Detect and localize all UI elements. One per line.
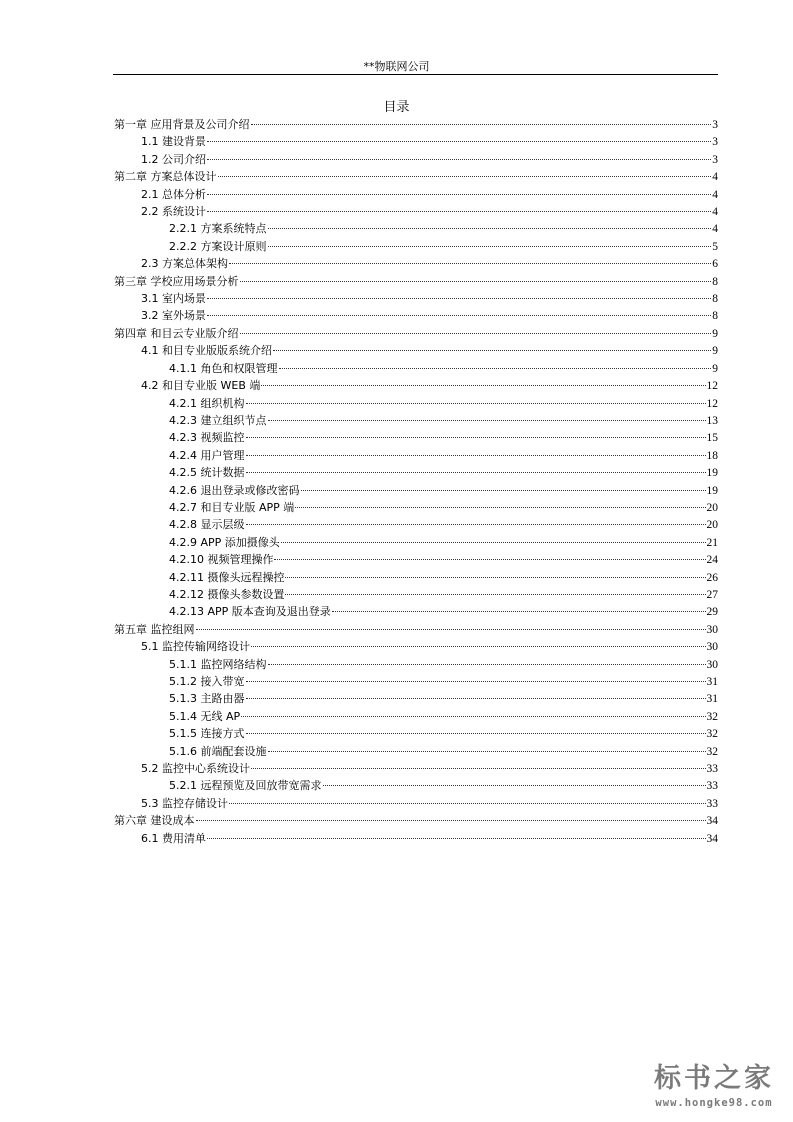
toc-entry-title: 5.3 监控存储设计: [141, 796, 228, 810]
toc-dot-leader: [295, 507, 705, 508]
toc-entry[interactable]: [114, 360, 718, 377]
toc-entry-page: 8: [712, 310, 718, 323]
toc-dot-leader: [261, 385, 705, 386]
toc-entry-page: 4: [712, 188, 718, 201]
watermark-url: www.hongke98.com: [655, 1097, 773, 1109]
toc-entry-title: 第三章 学校应用场景分析: [114, 274, 239, 288]
toc-entry[interactable]: [114, 447, 718, 464]
toc-entry-title: 4.2.4 用户管理: [169, 448, 245, 462]
toc-entry[interactable]: [114, 812, 718, 829]
toc-entry-page: 32: [706, 745, 718, 758]
toc-dot-leader: [268, 751, 706, 752]
toc-dot-leader: [268, 664, 706, 665]
toc-entry-page: 12: [706, 397, 718, 410]
toc-dot-leader: [268, 246, 712, 247]
toc-entry-title: 5.2 监控中心系统设计: [141, 762, 250, 776]
toc-entry-page: 31: [706, 693, 718, 706]
toc-dot-leader: [268, 420, 706, 421]
toc-dot-leader: [279, 368, 712, 369]
toc-entry-page: 3: [712, 153, 718, 166]
toc-entry-title: 5.1.4 无线 AP: [169, 709, 241, 723]
toc-entry-page: 9: [712, 362, 718, 375]
toc-entry[interactable]: [114, 133, 718, 150]
toc-entry[interactable]: [114, 377, 718, 394]
watermark-brand: 标书之家: [654, 1063, 774, 1094]
toc-entry-page: 6: [712, 258, 718, 271]
toc-entry[interactable]: [114, 777, 718, 794]
toc-entry[interactable]: [114, 325, 718, 342]
toc-entry-page: 19: [706, 467, 718, 480]
toc-entry-title: 4.1 和目专业版版系统介绍: [141, 344, 272, 358]
toc-entry-title: 第一章 应用背景及公司介绍: [114, 118, 250, 131]
toc-entry[interactable]: [114, 203, 718, 220]
toc-dot-leader: [240, 333, 712, 334]
toc-entry[interactable]: [114, 238, 718, 255]
toc-entry-title: 第五章 监控组网: [114, 622, 195, 636]
toc-entry-page: 30: [706, 658, 718, 671]
toc-entry-page: 15: [706, 432, 718, 445]
toc-entry[interactable]: [114, 395, 718, 412]
toc-entry[interactable]: [114, 482, 718, 499]
toc-dot-leader: [246, 455, 706, 456]
toc-entry[interactable]: [114, 534, 718, 551]
toc-entry[interactable]: [114, 290, 718, 307]
toc-entry-page: 8: [712, 293, 718, 306]
toc-dot-leader: [196, 820, 706, 821]
toc-entry-page: 32: [706, 728, 718, 741]
toc-entry-title: 4.2.13 APP 版本查询及退出登录: [169, 605, 331, 619]
toc-dot-leader: [251, 124, 712, 125]
toc-entry-title: 4.2.5 统计数据: [169, 466, 245, 480]
toc-entry-page: 27: [706, 588, 718, 601]
toc-entry-page: 30: [706, 623, 718, 636]
toc-entry-page: 33: [706, 797, 718, 810]
toc-entry-page: 29: [706, 606, 718, 619]
toc-entry-title: 6.1 费用清单: [141, 831, 206, 845]
header-divider: [113, 74, 718, 75]
toc-entry-title: 5.1.3 主路由器: [169, 692, 245, 706]
toc-entry-page: 13: [706, 414, 718, 427]
toc-dot-leader: [207, 194, 711, 195]
toc-entry-page: 20: [706, 519, 718, 532]
toc-dot-leader: [323, 785, 706, 786]
toc-entry[interactable]: [114, 725, 718, 742]
toc-entry-page: 9: [712, 345, 718, 358]
toc-entry[interactable]: [114, 586, 718, 603]
toc-entry-page: 21: [706, 536, 718, 549]
toc-dot-leader: [274, 559, 705, 560]
toc-entry[interactable]: [114, 656, 718, 673]
toc-entry[interactable]: [114, 760, 718, 777]
toc-entry-title: 2.3 方案总体架构: [141, 257, 228, 271]
page-header: **物联网公司: [363, 60, 430, 73]
toc-entry-title: 3.2 室外场景: [141, 309, 206, 323]
toc-entry[interactable]: [114, 186, 718, 203]
toc-entry[interactable]: [114, 499, 718, 516]
toc-dot-leader: [246, 698, 706, 699]
toc-entry-title: 4.2.12 摄像头参数设置: [169, 587, 285, 601]
toc-entry-page: 8: [712, 275, 718, 288]
toc-dot-leader: [241, 716, 705, 717]
toc-entry-title: 第二章 方案总体设计: [114, 170, 217, 184]
toc-entry-title: 4.2.7 和目专业版 APP 端: [169, 500, 295, 514]
toc-entry-title: 第四章 和目云专业版介绍: [114, 326, 239, 340]
toc-entry[interactable]: [114, 830, 718, 847]
toc-entry-title: 1.1 建设背景: [141, 135, 206, 149]
toc-entry-page: 33: [706, 763, 718, 776]
toc-entry-page: 5: [712, 240, 718, 253]
toc-entry-page: 18: [706, 449, 718, 462]
toc-entry[interactable]: [114, 743, 718, 760]
toc-entry-title: 4.2.10 视频管理操作: [169, 553, 274, 567]
toc-title: 目录: [383, 100, 410, 115]
toc-dot-leader: [281, 542, 706, 543]
toc-dot-leader: [285, 594, 705, 595]
toc-entry-page: 3: [712, 136, 718, 149]
toc-entry-title: 2.1 总体分析: [141, 187, 206, 201]
toc-entry-title: 5.1.2 接入带宽: [169, 675, 245, 688]
toc-dot-leader: [251, 768, 706, 769]
toc-entry-title: 2.2.2 方案设计原则: [169, 239, 267, 253]
toc-entry-page: 34: [706, 832, 718, 845]
toc-dot-leader: [218, 176, 712, 177]
toc-dot-leader: [246, 437, 706, 438]
toc-dot-leader: [207, 141, 711, 142]
toc-entry-title: 1.2 公司介绍: [141, 152, 206, 166]
toc-entry[interactable]: [114, 273, 718, 290]
toc-entry[interactable]: [114, 464, 718, 481]
toc-dot-leader: [268, 228, 712, 229]
toc-entry-title: 5.1.5 连接方式: [169, 727, 245, 741]
toc-entry-title: 2.2 系统设计: [141, 205, 206, 219]
toc-dot-leader: [246, 472, 706, 473]
toc-dot-leader: [207, 838, 706, 839]
toc-dot-leader: [240, 281, 712, 282]
toc-dot-leader: [251, 646, 706, 647]
toc-entry[interactable]: [114, 621, 718, 638]
toc-entry-title: 4.2 和目专业版 WEB 端: [141, 379, 261, 393]
toc-entry-page: 32: [706, 710, 718, 723]
toc-entry-page: 34: [706, 815, 718, 828]
toc-entry-title: 2.2.1 方案系统特点: [169, 222, 267, 236]
toc-entry-title: 4.2.1 组织机构: [169, 396, 245, 410]
toc-entry[interactable]: [114, 638, 718, 655]
toc-entry[interactable]: [114, 690, 718, 707]
toc-entry[interactable]: [114, 516, 718, 533]
toc-dot-leader: [207, 298, 711, 299]
toc-dot-leader: [207, 159, 711, 160]
toc-dot-leader: [246, 403, 706, 404]
toc-entry-title: 4.2.6 退出登录或修改密码: [169, 483, 300, 497]
toc-entry[interactable]: [114, 151, 718, 168]
toc-entry-page: 12: [706, 380, 718, 393]
table-of-contents: [114, 116, 718, 847]
toc-entry-title: 5.1.6 前端配套设施: [169, 744, 267, 758]
watermark-logo: [640, 1062, 788, 1110]
toc-entry-page: 24: [706, 554, 718, 567]
toc-dot-leader: [229, 803, 706, 804]
toc-entry-page: 26: [706, 571, 718, 584]
toc-entry[interactable]: [114, 569, 718, 586]
toc-dot-leader: [273, 350, 711, 351]
toc-entry[interactable]: [114, 168, 718, 185]
toc-entry[interactable]: [114, 551, 718, 568]
toc-entry[interactable]: [114, 673, 718, 690]
toc-entry-title: 5.1 监控传输网络设计: [141, 640, 250, 654]
toc-entry-page: 3: [712, 119, 718, 131]
toc-entry-page: 19: [706, 484, 718, 497]
toc-dot-leader: [207, 211, 711, 212]
toc-dot-leader: [229, 263, 711, 264]
toc-entry-title: 4.2.3 建立组织节点: [169, 413, 267, 427]
toc-entry-page: 33: [706, 780, 718, 793]
toc-entry[interactable]: [114, 603, 718, 620]
toc-entry-page: 30: [706, 641, 718, 654]
toc-entry[interactable]: [114, 708, 718, 725]
toc-entry-title: 第六章 建设成本: [114, 814, 195, 828]
toc-entry[interactable]: [114, 220, 718, 237]
toc-entry-page: 20: [706, 501, 718, 514]
toc-dot-leader: [246, 681, 706, 682]
toc-dot-leader: [246, 733, 706, 734]
toc-entry-page: 9: [712, 327, 718, 340]
toc-dot-leader: [285, 577, 705, 578]
toc-entry-title: 4.2.11 摄像头远程操控: [169, 570, 285, 584]
toc-entry-page: 4: [712, 206, 718, 219]
toc-entry-title: 5.1.1 监控网络结构: [169, 657, 267, 671]
toc-entry-title: 3.1 室内场景: [141, 292, 206, 306]
toc-dot-leader: [246, 524, 706, 525]
toc-entry-page: 4: [712, 171, 718, 184]
toc-entry-title: 4.1.1 角色和权限管理: [169, 361, 278, 375]
toc-entry[interactable]: [114, 342, 718, 359]
toc-entry[interactable]: [114, 307, 718, 324]
toc-entry-title: 4.2.3 视频监控: [169, 431, 245, 445]
toc-dot-leader: [207, 315, 711, 316]
toc-dot-leader: [332, 611, 706, 612]
toc-entry-title: 5.2.1 远程预览及回放带宽需求: [169, 779, 322, 793]
toc-dot-leader: [196, 629, 706, 630]
toc-entry-title: 4.2.9 APP 添加摄像头: [169, 535, 280, 549]
toc-entry-title: 4.2.8 显示层级: [169, 518, 245, 532]
toc-entry[interactable]: [114, 116, 718, 133]
toc-entry-page: 31: [706, 676, 718, 688]
toc-entry[interactable]: [114, 429, 718, 446]
toc-entry[interactable]: [114, 412, 718, 429]
toc-entry-page: 4: [712, 223, 718, 236]
toc-entry[interactable]: [114, 795, 718, 812]
toc-dot-leader: [301, 490, 706, 491]
toc-entry[interactable]: [114, 255, 718, 272]
